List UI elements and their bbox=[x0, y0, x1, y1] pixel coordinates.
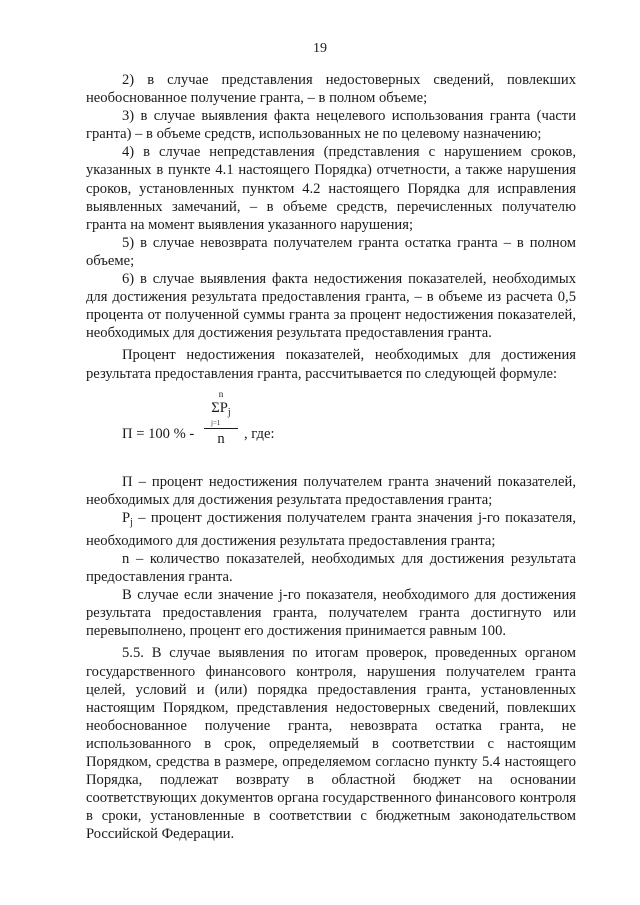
definition-pj-symbol: P bbox=[122, 509, 131, 526]
formula-sum-subscript: j bbox=[227, 406, 231, 418]
paragraph-5-5: 5.5. В случае выявления по итогам проверок, проведенных органом государственного финансового контроля, нарушения получателем гранта целей, условий и (или) порядка предоставления гранта, установленных настоящим Порядком, представления недостоверных сведений, повлекших необоснованное получение гранта, невозврата остатка гранта, не использованного в срок, определяемый в соответствии с настоящим Порядком, средства в размере, определяемом согласно пункту 5.4 настоящего Порядка, подлежат возврату в областной бюджет на основании соответствующих документов органа государственного финансового контроля в сроки, установленные в соответствии с бюджетным законодательством Российской Федерации. bbox=[86, 645, 576, 843]
definition-p: П – процент недостижения получателем гранта значений показателей, необходимых для достижения результата предоставления гранта; bbox=[86, 473, 576, 508]
paragraph-item-2: 2) в случае представления недостоверных сведений, повлекших необоснованное получение гранта, – в полном объеме; bbox=[86, 72, 576, 107]
definition-pj-text: – процент достижения получателем гранта значения j-го показателя, необходимого для достижения результата предоставления гранта; bbox=[86, 509, 576, 549]
formula-left-side: П = 100 % - bbox=[122, 425, 195, 442]
paragraph-formula-intro: Процент недостижения показателей, необходимых для достижения результата предоставления гранта, рассчитывается по следующей формуле: bbox=[86, 347, 576, 382]
formula-sum-upper-limit: n bbox=[218, 388, 224, 399]
paragraph-item-5: 5) в случае невозврата получателем гранта остатка гранта – в полном объеме; bbox=[86, 234, 576, 269]
formula-block bbox=[86, 389, 576, 465]
definition-pj-subscript: j bbox=[130, 516, 133, 528]
paragraph-item-4: 4) в случае непредставления (представления с нарушением сроков, указанных в пункте 4.1 настоящего Порядка) отчетности, а также нарушения сроков, установленных пунктом 4.2 настоящего Порядка для исправления выявленных замечаний, – в объеме средств, перечисленных получателю гранта на момент выявления указанного нарушения; bbox=[86, 144, 576, 233]
page-number: 19 bbox=[313, 41, 327, 56]
formula-denominator: n bbox=[217, 430, 225, 447]
document-body bbox=[86, 71, 576, 843]
paragraph-j-indicator: В случае если значение j-го показателя, необходимого для достижения результата предоставления гранта, получателем гранта достигнуто или перевыполнено, процент его достижения принимается равным 100. bbox=[86, 587, 576, 640]
formula-fraction-bar bbox=[204, 428, 238, 429]
formula-fraction-bar-wrap bbox=[201, 418, 241, 430]
formula-suffix: , где: bbox=[244, 425, 275, 442]
formula-sum-lower-limit: j=1 bbox=[211, 418, 221, 427]
definition-n: n – количество показателей, необходимых для достижения результата предоставления гранта. bbox=[86, 550, 576, 586]
definition-pj bbox=[86, 509, 576, 550]
formula-fraction bbox=[201, 389, 241, 448]
formula-sum-symbol: ΣP bbox=[211, 399, 228, 416]
paragraph-item-3: 3) в случае выявления факта нецелевого использования гранта (части гранта) – в объеме средств, использованных не по целевому назначению; bbox=[86, 108, 576, 143]
paragraph-item-6: 6) в случае выявления факта недостижения показателей, необходимых для достижения результата предоставления гранта, – в объеме из расчета 0,5 процента от полученной суммы гранта за процент недостижения показателей, необходимых для достижения результата предоставления гранта. bbox=[86, 271, 576, 342]
formula-sum-term bbox=[201, 399, 241, 422]
